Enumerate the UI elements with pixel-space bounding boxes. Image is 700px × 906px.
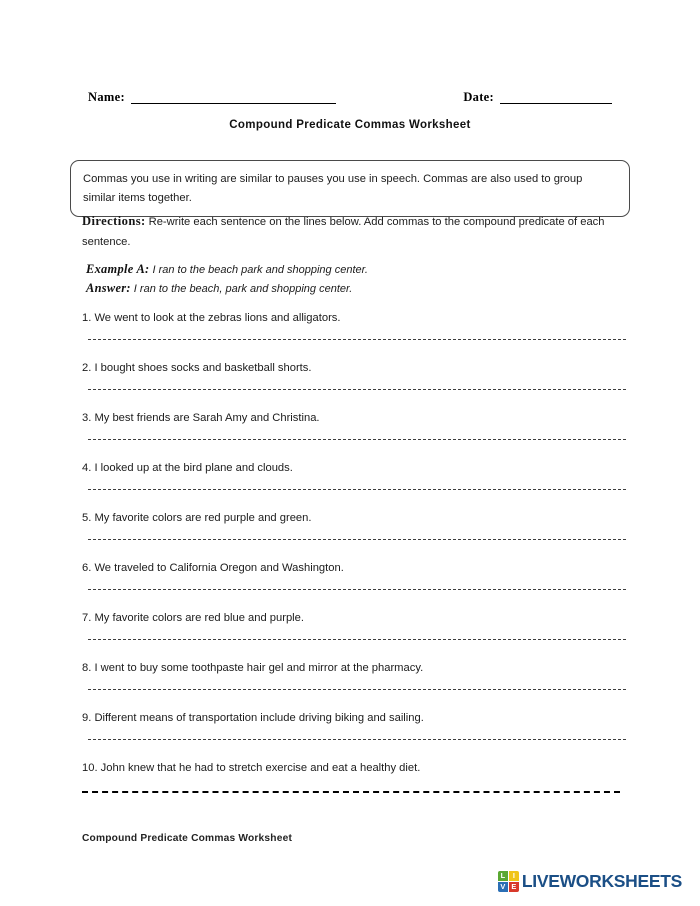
answer-write-line[interactable] <box>88 439 626 440</box>
answer-write-line[interactable] <box>88 489 626 490</box>
question-text: 9. Different means of transportation include driving biking and sailing. <box>82 712 424 724</box>
question-text: 7. My favorite colors are red blue and purple. <box>82 612 305 624</box>
liveworksheets-wordmark: LIVEWORKSHEETS <box>521 870 682 891</box>
bottom-divider <box>82 791 620 793</box>
question-item <box>82 710 622 760</box>
answer-write-line[interactable] <box>88 539 626 540</box>
question-item <box>82 410 622 460</box>
directions-block <box>82 212 622 252</box>
answer-write-line[interactable] <box>88 639 626 640</box>
intro-text: Commas you use in writing are similar to pauses you use in speech. Commas are also used to group similar items together. <box>83 173 583 204</box>
question-text: 1. We went to look at the zebras lions and alligators. <box>82 312 341 324</box>
example-label: Example A: <box>86 262 150 276</box>
question-text: 2. I bought shoes socks and basketball shorts. <box>82 362 312 374</box>
answer-write-line[interactable] <box>88 739 626 740</box>
logo-cell-v: V <box>498 882 508 892</box>
question-item <box>82 560 622 610</box>
liveworksheets-mark-icon <box>498 871 519 892</box>
question-item <box>82 760 622 810</box>
question-item <box>82 360 622 410</box>
question-text: 8. I went to buy some toothpaste hair gel and mirror at the pharmacy. <box>82 662 424 674</box>
answer-write-line[interactable] <box>88 339 626 340</box>
intro-callout-box <box>70 160 630 217</box>
name-date-row <box>88 84 612 104</box>
directions-label: Directions: <box>82 214 146 228</box>
example-block <box>86 260 626 298</box>
date-input-line[interactable] <box>500 90 612 104</box>
logo-cell-e: E <box>509 882 519 892</box>
question-item <box>82 510 622 560</box>
answer-write-line[interactable] <box>88 389 626 390</box>
question-text: 6. We traveled to California Oregon and Washington. <box>82 562 344 574</box>
question-item <box>82 460 622 510</box>
directions-text: Re-write each sentence on the lines below. Add commas to the compound predicate of each sentence. <box>82 216 605 248</box>
question-item <box>82 610 622 660</box>
question-text: 10. John knew that he had to stretch exercise and eat a healthy diet. <box>82 762 421 774</box>
question-text: 4. I looked up at the bird plane and clouds. <box>82 462 293 474</box>
question-text: 5. My favorite colors are red purple and green. <box>82 512 312 524</box>
date-label: Date: <box>463 90 494 104</box>
example-line <box>86 260 626 279</box>
name-input-line[interactable] <box>131 90 336 104</box>
example-sentence: I ran to the beach park and shopping center. <box>152 264 368 276</box>
answer-label: Answer: <box>86 281 131 295</box>
question-text: 3. My best friends are Sarah Amy and Christina. <box>82 412 320 424</box>
page-title: Compound Predicate Commas Worksheet <box>229 119 471 131</box>
logo-cell-l: L <box>498 871 508 881</box>
answer-write-line[interactable] <box>88 589 626 590</box>
answer-write-line[interactable] <box>88 689 626 690</box>
name-label: Name: <box>88 90 125 104</box>
answer-sentence: I ran to the beach, park and shopping center. <box>133 283 353 295</box>
logo-cell-i: I <box>509 871 519 881</box>
question-list <box>82 310 622 810</box>
liveworksheets-logo[interactable] <box>498 871 682 892</box>
question-item <box>82 660 622 710</box>
answer-line <box>86 279 626 298</box>
question-item <box>82 310 622 360</box>
footer-caption: Compound Predicate Commas Worksheet <box>82 833 293 844</box>
